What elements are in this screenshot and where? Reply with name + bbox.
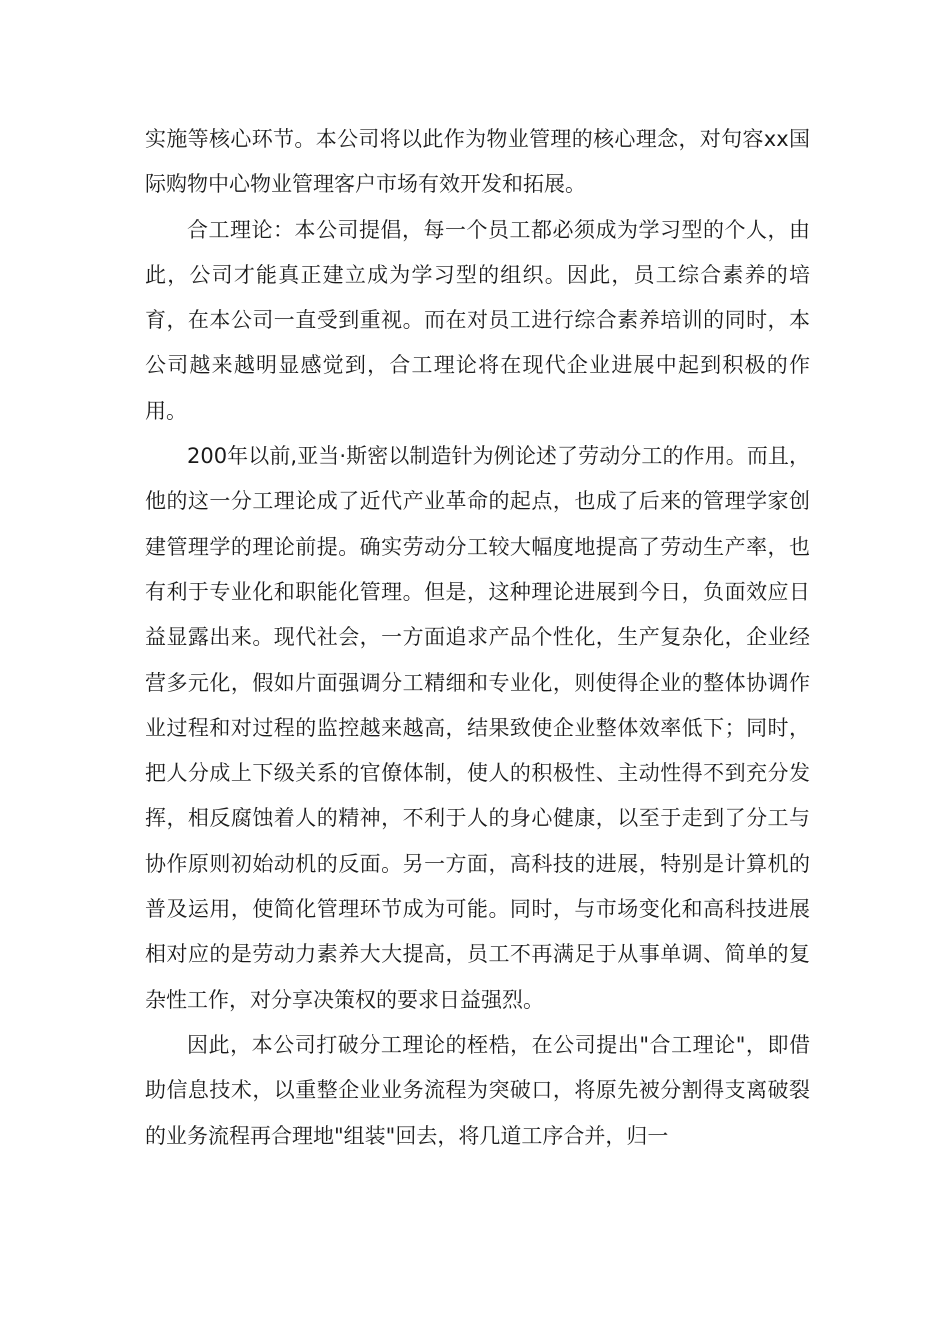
paragraph-3: 200年以前,亚当·斯密以制造针为例论述了劳动分工的作用。而且，他的这一分工理论成了近代产业革命的起点，也成了后来的管理学家创建管理学的理论前提。确实劳动分工较大幅度地提高了劳动生产率，也有利于专业化和职能化管理。但是，这种理论进展到今日，负面效应日益显露出来。现代社会，一方面追求产品个性化，生产复杂化，企业经营多元化，假如片面强调分工精细和专业化，则使得企业的整体协调作业过程和对过程的监控越来越高，结果致使企业整体效率低下；同时，把人分成上下级关系的官僚体制，使人的积极性、主动性得不到充分发挥，相反腐蚀着人的精神，不利于人的身心健康，以至于走到了分工与协作原则初始动机的反面。另一方面，高科技的进展，特别是计算机的普及运用，使简化管理环节成为可能。同时，与市场变化和高科技进展相对应的是劳动力素养大大提高，员工不再满足于从事单调、简单的复杂性工作，对分享决策权的要求日益强烈。 [145, 444, 810, 1012]
paragraph-2: 合工理论：本公司提倡，每一个员工都必须成为学习型的个人，由此，公司才能真正建立成为学习型的组织。因此，员工综合素养的培育，在本公司一直受到重视。而在对员工进行综合素养培训的同时，本公司越来越明显感觉到，合工理论将在现代企业进展中起到积极的作用。 [145, 217, 810, 423]
paragraph-4: 因此，本公司打破分工理论的桎梏，在公司提出"合工理论"，即借助信息技术，以重整企业业务流程为突破口，将原先被分割得支离破裂的业务流程再合理地"组装"回去，将几道工序合并，归一 [145, 1032, 810, 1148]
paragraph-1: 实施等核心环节。本公司将以此作为物业管理的核心理念，对句容xx国际购物中心物业管理客户市场有效开发和拓展。 [145, 127, 810, 197]
document-body [145, 117, 810, 1159]
